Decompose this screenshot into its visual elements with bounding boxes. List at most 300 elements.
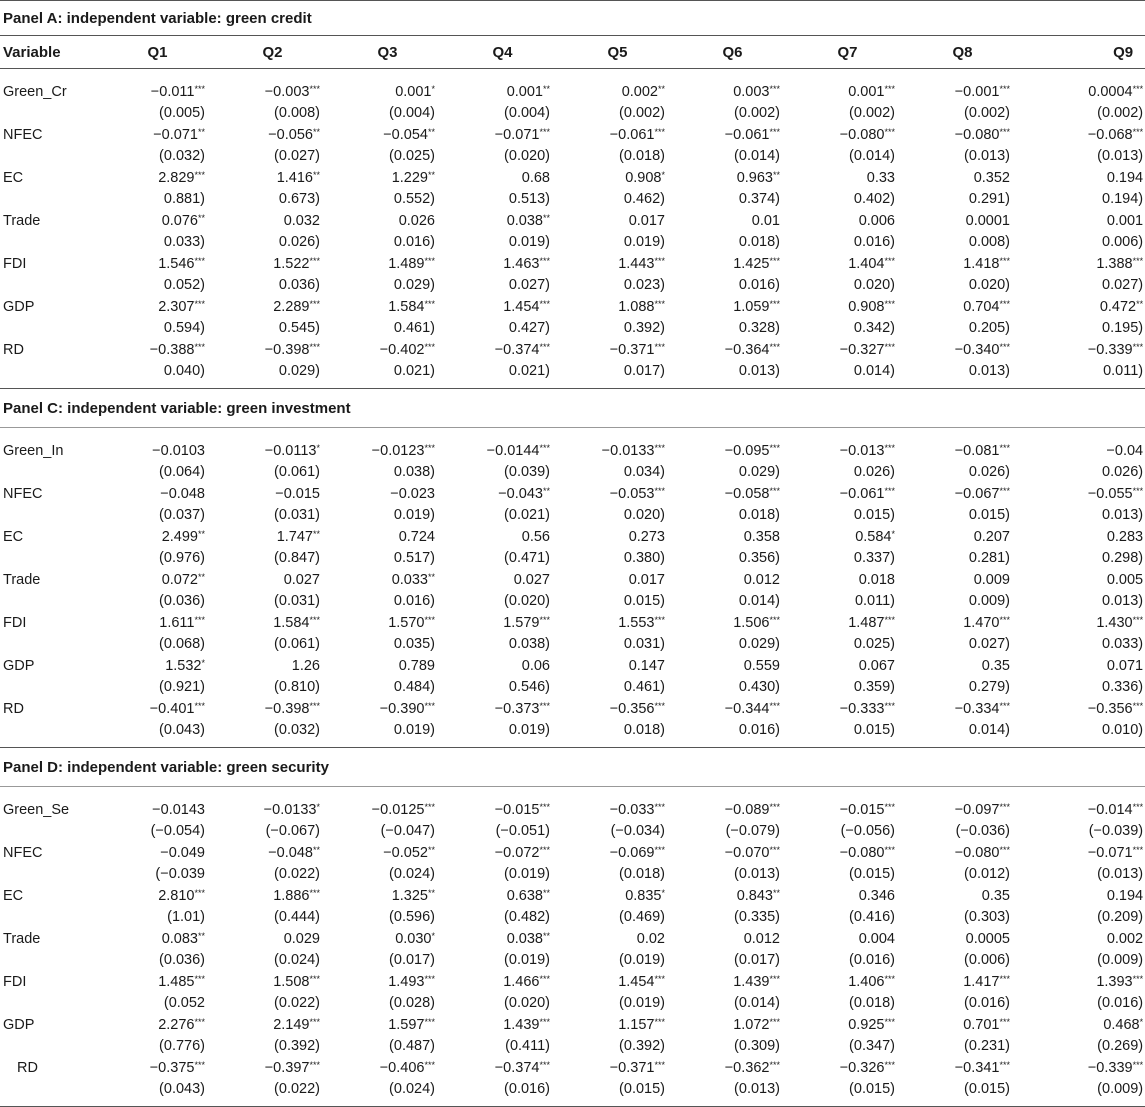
standard-error-cell: 0.035) [330, 634, 445, 656]
coefficient-cell: −0.390*** [330, 698, 445, 720]
coefficient-cell: −0.070*** [675, 842, 790, 864]
standard-error-cell: 0.009) [905, 591, 1020, 613]
coefficient-cell: 0.0004*** [1020, 81, 1145, 103]
coefficient-cell: −0.326*** [790, 1057, 905, 1079]
coefficient-cell: 1.388*** [1020, 253, 1145, 275]
standard-error-cell: (0.017) [330, 950, 445, 972]
coefficient-cell: 0.925*** [790, 1014, 905, 1036]
table-row [0, 698, 1145, 720]
standard-error-cell: 0.033) [100, 232, 215, 254]
standard-error-cell: (0.347) [790, 1036, 905, 1058]
coefficient-cell: 0.346 [790, 885, 905, 907]
coefficient-cell: 0.147 [560, 655, 675, 677]
table-row-se [0, 462, 1145, 484]
coefficient-cell: 0.06 [445, 655, 560, 677]
panel-title: Panel A: independent variable: green credit [0, 1, 1145, 36]
coefficient-cell: 0.789 [330, 655, 445, 677]
variable-name: FDI [0, 612, 100, 634]
coefficient-cell: −0.071*** [1020, 842, 1145, 864]
coefficient-cell: 2.149*** [215, 1014, 330, 1036]
standard-error-cell: (0.471) [445, 548, 560, 570]
coefficient-cell: −0.043** [445, 483, 560, 505]
variable-name: GDP [0, 655, 100, 677]
table-row [0, 253, 1145, 275]
standard-error-cell: 0.052) [100, 275, 215, 297]
coefficient-cell: 0.072** [100, 569, 215, 591]
standard-error-cell: 0.019) [445, 720, 560, 742]
table-row [0, 799, 1145, 821]
coefficient-cell: 1.417*** [905, 971, 1020, 993]
coefficient-cell: 0.026 [330, 210, 445, 232]
coefficient-cell: 0.908* [560, 167, 675, 189]
coefficient-cell: −0.049 [100, 842, 215, 864]
standard-error-cell: (0.004) [445, 103, 560, 125]
coefficient-cell: 1.553*** [560, 612, 675, 634]
standard-error-cell: (0.018) [560, 146, 675, 168]
standard-error-cell: (0.002) [905, 103, 1020, 125]
coefficient-cell: 1.229** [330, 167, 445, 189]
variable-name: FDI [0, 971, 100, 993]
standard-error-cell: (−0.054) [100, 821, 215, 843]
coefficient-cell: −0.071** [100, 124, 215, 146]
table-row [0, 167, 1145, 189]
coefficient-cell: −0.001*** [905, 81, 1020, 103]
standard-error-cell: 0.021) [445, 361, 560, 383]
standard-error-cell: (0.776) [100, 1036, 215, 1058]
standard-error-cell: (0.025) [330, 146, 445, 168]
standard-error-cell: (0.596) [330, 907, 445, 929]
standard-error-cell: 0.036) [215, 275, 330, 297]
standard-error-cell: 0.194) [1020, 189, 1145, 211]
coefficient-cell: −0.052** [330, 842, 445, 864]
standard-error-cell: (0.019) [560, 993, 675, 1015]
coefficient-cell: 0.33 [790, 167, 905, 189]
coefficient-cell: −0.402*** [330, 339, 445, 361]
standard-error-cell: (0.020) [445, 146, 560, 168]
coefficient-cell: −0.048** [215, 842, 330, 864]
standard-error-cell: (0.335) [675, 907, 790, 929]
coefficient-cell: 0.030* [330, 928, 445, 950]
coefficient-cell: 1.454*** [445, 296, 560, 318]
coefficient-cell: −0.339*** [1020, 1057, 1145, 1079]
coefficient-cell: 0.01 [675, 210, 790, 232]
coefficient-cell: 0.032 [215, 210, 330, 232]
coefficient-cell: 0.194 [1020, 885, 1145, 907]
coefficient-cell: 0.002 [1020, 928, 1145, 950]
standard-error-cell: 0.026) [215, 232, 330, 254]
table-row [0, 971, 1145, 993]
standard-error-cell: 0.026) [905, 462, 1020, 484]
coefficient-cell: 0.472** [1020, 296, 1145, 318]
table-row [0, 655, 1145, 677]
standard-error-cell: (0.022) [215, 993, 330, 1015]
standard-error-cell: (1.01) [100, 907, 215, 929]
standard-error-cell: (0.006) [905, 950, 1020, 972]
coefficient-cell: 1.747** [215, 526, 330, 548]
standard-error-cell: 0.016) [330, 232, 445, 254]
standard-error-cell: 0.881) [100, 189, 215, 211]
variable-name: Green_Cr [0, 81, 100, 103]
coefficient-cell: −0.014*** [1020, 799, 1145, 821]
coefficient-cell: 0.468* [1020, 1014, 1145, 1036]
standard-error-cell: 0.014) [675, 591, 790, 613]
coefficient-cell: 2.289*** [215, 296, 330, 318]
variable-name: EC [0, 526, 100, 548]
table-row-se [0, 634, 1145, 656]
standard-error-cell: 0.020) [790, 275, 905, 297]
standard-error-cell: 0.026) [790, 462, 905, 484]
standard-error-cell: (0.028) [330, 993, 445, 1015]
standard-error-cell: (0.019) [560, 950, 675, 972]
coefficient-cell: 1.532* [100, 655, 215, 677]
coefficient-cell: 1.157*** [560, 1014, 675, 1036]
coefficient-cell: −0.015 [215, 483, 330, 505]
standard-error-cell: (0.921) [100, 677, 215, 699]
standard-error-cell: (−0.034) [560, 821, 675, 843]
coefficient-cell: 0.283 [1020, 526, 1145, 548]
variable-name: Green_In [0, 440, 100, 462]
coefficient-cell: 0.908*** [790, 296, 905, 318]
panel-title-row [0, 389, 1145, 428]
column-header: Variable [0, 36, 100, 69]
coefficient-cell: 0.017 [560, 210, 675, 232]
coefficient-cell: −0.011*** [100, 81, 215, 103]
coefficient-cell: −0.341*** [905, 1057, 1020, 1079]
standard-error-cell: 0.594) [100, 318, 215, 340]
standard-error-cell: (0.487) [330, 1036, 445, 1058]
table-row-se [0, 505, 1145, 527]
standard-error-cell: (0.024) [330, 864, 445, 886]
standard-error-cell: (0.015) [790, 864, 905, 886]
standard-error-cell: 0.402) [790, 189, 905, 211]
standard-error-cell: 0.545) [215, 318, 330, 340]
coefficient-cell: 1.26 [215, 655, 330, 677]
standard-error-cell: (−0.036) [905, 821, 1020, 843]
column-header: Q9 [1020, 36, 1145, 69]
standard-error-cell: (−0.079) [675, 821, 790, 843]
standard-error-cell: (0.416) [790, 907, 905, 929]
coefficient-cell: 0.067 [790, 655, 905, 677]
table-row-se [0, 821, 1145, 843]
coefficient-cell: −0.054** [330, 124, 445, 146]
coefficient-cell: −0.080*** [905, 842, 1020, 864]
coefficient-cell: −0.0123*** [330, 440, 445, 462]
standard-error-cell: 0.461) [330, 318, 445, 340]
standard-error-cell: 0.461) [560, 677, 675, 699]
coefficient-cell: 0.012 [675, 928, 790, 950]
variable-name: EC [0, 167, 100, 189]
coefficient-cell: 0.35 [905, 885, 1020, 907]
coefficient-cell: 2.829*** [100, 167, 215, 189]
coefficient-cell: −0.080*** [790, 842, 905, 864]
standard-error-cell: (0.061) [215, 634, 330, 656]
standard-error-cell: 0.023) [560, 275, 675, 297]
coefficient-cell: −0.0125*** [330, 799, 445, 821]
standard-error-cell: (0.309) [675, 1036, 790, 1058]
standard-error-cell: 0.513) [445, 189, 560, 211]
coefficient-cell: −0.080*** [790, 124, 905, 146]
coefficient-cell: 0.004 [790, 928, 905, 950]
standard-error-cell: (0.013) [905, 146, 1020, 168]
variable-name: GDP [0, 296, 100, 318]
standard-error-cell: 0.380) [560, 548, 675, 570]
table-row [0, 885, 1145, 907]
table-row-se [0, 318, 1145, 340]
coefficient-cell: 0.701*** [905, 1014, 1020, 1036]
coefficient-cell: 0.002** [560, 81, 675, 103]
variable-name: RD [0, 339, 100, 361]
standard-error-cell: (0.017) [675, 950, 790, 972]
standard-error-cell: (0.031) [215, 505, 330, 527]
coefficient-cell: 0.194 [1020, 167, 1145, 189]
standard-error-cell: (0.019) [445, 864, 560, 886]
standard-error-cell: (0.012) [905, 864, 1020, 886]
standard-error-cell: (0.024) [330, 1079, 445, 1101]
standard-error-cell: 0.016) [790, 232, 905, 254]
table-row [0, 339, 1145, 361]
standard-error-cell: 0.033) [1020, 634, 1145, 656]
table-row-se [0, 720, 1145, 742]
coefficient-cell: 0.835* [560, 885, 675, 907]
standard-error-cell: 0.298) [1020, 548, 1145, 570]
standard-error-cell: 0.342) [790, 318, 905, 340]
standard-error-cell: (0.013) [1020, 146, 1145, 168]
coefficient-cell: −0.04 [1020, 440, 1145, 462]
coefficient-cell: 0.009 [905, 569, 1020, 591]
coefficient-cell: 1.546*** [100, 253, 215, 275]
variable-name: Trade [0, 210, 100, 232]
table-row-se [0, 275, 1145, 297]
variable-name: RD [0, 698, 100, 720]
standard-error-cell: 0.015) [790, 720, 905, 742]
standard-error-cell: 0.013) [675, 361, 790, 383]
coefficient-cell: −0.0144*** [445, 440, 560, 462]
coefficient-cell: −0.033*** [560, 799, 675, 821]
coefficient-cell: −0.333*** [790, 698, 905, 720]
variable-name: RD [0, 1057, 100, 1079]
coefficient-cell: −0.068*** [1020, 124, 1145, 146]
standard-error-cell: 0.281) [905, 548, 1020, 570]
standard-error-cell: (0.043) [100, 1079, 215, 1101]
coefficient-cell: 1.506*** [675, 612, 790, 634]
coefficient-cell: 0.35 [905, 655, 1020, 677]
coefficient-cell: 1.393*** [1020, 971, 1145, 993]
table-row [0, 1057, 1145, 1079]
panel-title: Panel D: independent variable: green security [0, 748, 1145, 787]
standard-error-cell: (0.022) [215, 1079, 330, 1101]
table-row-se [0, 146, 1145, 168]
coefficient-cell: 2.499** [100, 526, 215, 548]
coefficient-cell: 1.611*** [100, 612, 215, 634]
coefficient-cell: 0.071 [1020, 655, 1145, 677]
standard-error-cell: 0.019) [330, 720, 445, 742]
coefficient-cell: 0.0001 [905, 210, 1020, 232]
coefficient-cell: −0.061*** [790, 483, 905, 505]
variable-name: FDI [0, 253, 100, 275]
standard-error-cell: (0.014) [790, 146, 905, 168]
coefficient-cell: 1.508*** [215, 971, 330, 993]
standard-error-cell: 0.017) [560, 361, 675, 383]
table-row [0, 928, 1145, 950]
standard-error-cell: (0.209) [1020, 907, 1145, 929]
standard-error-cell: 0.015) [560, 591, 675, 613]
coefficient-cell: 0.358 [675, 526, 790, 548]
coefficient-cell: 1.430*** [1020, 612, 1145, 634]
coefficient-cell: 1.597*** [330, 1014, 445, 1036]
coefficient-cell: 1.485*** [100, 971, 215, 993]
standard-error-cell: (0.036) [100, 591, 215, 613]
coefficient-cell: 0.083** [100, 928, 215, 950]
coefficient-cell: −0.067*** [905, 483, 1020, 505]
panel-title: Panel C: independent variable: green investment [0, 389, 1145, 428]
standard-error-cell: (−0.047) [330, 821, 445, 843]
standard-error-cell: (0.027) [215, 146, 330, 168]
column-header: Q1 [100, 36, 215, 69]
coefficient-cell: 0.033** [330, 569, 445, 591]
coefficient-cell: 1.416** [215, 167, 330, 189]
standard-error-cell: (0.005) [100, 103, 215, 125]
standard-error-cell: (0.039) [445, 462, 560, 484]
coefficient-cell: 1.466*** [445, 971, 560, 993]
standard-error-cell: 0.336) [1020, 677, 1145, 699]
coefficient-cell: 0.843** [675, 885, 790, 907]
standard-error-cell: (0.392) [215, 1036, 330, 1058]
coefficient-cell: −0.015*** [790, 799, 905, 821]
coefficient-cell: 0.027 [215, 569, 330, 591]
coefficient-cell: −0.375*** [100, 1057, 215, 1079]
standard-error-cell: 0.291) [905, 189, 1020, 211]
standard-error-cell: 0.008) [905, 232, 1020, 254]
standard-error-cell: 0.029) [330, 275, 445, 297]
coefficient-cell: 0.273 [560, 526, 675, 548]
coefficient-cell: 1.493*** [330, 971, 445, 993]
table-row-se [0, 103, 1145, 125]
coefficient-cell: 1.425*** [675, 253, 790, 275]
coefficient-cell: 0.018 [790, 569, 905, 591]
table-row-se [0, 907, 1145, 929]
standard-error-cell: 0.025) [790, 634, 905, 656]
table-row [0, 612, 1145, 634]
standard-error-cell: (0.018) [790, 993, 905, 1015]
coefficient-cell: 1.059*** [675, 296, 790, 318]
coefficient-cell: 1.439*** [675, 971, 790, 993]
standard-error-cell: 0.021) [330, 361, 445, 383]
coefficient-cell: −0.023 [330, 483, 445, 505]
standard-error-cell: (−0.067) [215, 821, 330, 843]
column-header: Q4 [445, 36, 560, 69]
standard-error-cell: (0.231) [905, 1036, 1020, 1058]
standard-error-cell: (0.032) [100, 146, 215, 168]
coefficient-cell: −0.0103 [100, 440, 215, 462]
coefficient-cell: 1.579*** [445, 612, 560, 634]
coefficient-cell: 1.463*** [445, 253, 560, 275]
standard-error-cell: (−0.051) [445, 821, 560, 843]
standard-error-cell: (0.303) [905, 907, 1020, 929]
coefficient-cell: −0.371*** [560, 1057, 675, 1079]
coefficient-cell: 1.584*** [215, 612, 330, 634]
coefficient-cell: 0.56 [445, 526, 560, 548]
coefficient-cell: 2.810*** [100, 885, 215, 907]
panel-title-row [0, 1, 1145, 36]
coefficient-cell: 1.584*** [330, 296, 445, 318]
coefficient-cell: 0.704*** [905, 296, 1020, 318]
standard-error-cell: (0.020) [445, 993, 560, 1015]
standard-error-cell: (0.043) [100, 720, 215, 742]
standard-error-cell: 0.019) [560, 232, 675, 254]
coefficient-cell: −0.055*** [1020, 483, 1145, 505]
coefficient-cell: 0.003*** [675, 81, 790, 103]
coefficient-cell: −0.069*** [560, 842, 675, 864]
panel-divider [0, 428, 1145, 441]
coefficient-cell: −0.097*** [905, 799, 1020, 821]
coefficient-cell: 0.012 [675, 569, 790, 591]
coefficient-cell: 1.470*** [905, 612, 1020, 634]
standard-error-cell: (0.444) [215, 907, 330, 929]
standard-error-cell: (0.002) [675, 103, 790, 125]
coefficient-cell: 2.307*** [100, 296, 215, 318]
coefficient-cell: 1.406*** [790, 971, 905, 993]
standard-error-cell: (0.469) [560, 907, 675, 929]
coefficient-cell: −0.388*** [100, 339, 215, 361]
standard-error-cell: (0.021) [445, 505, 560, 527]
coefficient-cell: 1.439*** [445, 1014, 560, 1036]
standard-error-cell: 0.019) [445, 232, 560, 254]
coefficient-cell: 1.443*** [560, 253, 675, 275]
standard-error-cell: (−0.039) [1020, 821, 1145, 843]
standard-error-cell: 0.029) [675, 634, 790, 656]
standard-error-cell: (0.976) [100, 548, 215, 570]
coefficient-cell: 0.001* [330, 81, 445, 103]
standard-error-cell: 0.374) [675, 189, 790, 211]
standard-error-cell: (0.064) [100, 462, 215, 484]
standard-error-cell: (0.847) [215, 548, 330, 570]
standard-error-cell: 0.027) [445, 275, 560, 297]
standard-error-cell: 0.673) [215, 189, 330, 211]
standard-error-cell: (0.482) [445, 907, 560, 929]
standard-error-cell: 0.019) [330, 505, 445, 527]
coefficient-cell: −0.334*** [905, 698, 1020, 720]
coefficient-cell: −0.095*** [675, 440, 790, 462]
coefficient-cell: −0.374*** [445, 1057, 560, 1079]
variable-name: NFEC [0, 483, 100, 505]
standard-error-cell: 0.552) [330, 189, 445, 211]
coefficient-cell: −0.071*** [445, 124, 560, 146]
standard-error-cell: (0.013) [1020, 864, 1145, 886]
coefficient-cell: 0.963** [675, 167, 790, 189]
standard-error-cell: 0.029) [215, 361, 330, 383]
coefficient-cell: 1.072*** [675, 1014, 790, 1036]
standard-error-cell: 0.011) [790, 591, 905, 613]
column-header: Q7 [790, 36, 905, 69]
table-row [0, 440, 1145, 462]
table-row [0, 483, 1145, 505]
coefficient-cell: −0.339*** [1020, 339, 1145, 361]
standard-error-cell: 0.027) [905, 634, 1020, 656]
standard-error-cell: 0.013) [905, 361, 1020, 383]
standard-error-cell: 0.359) [790, 677, 905, 699]
coefficient-cell: 0.029 [215, 928, 330, 950]
coefficient-cell: −0.053*** [560, 483, 675, 505]
coefficient-cell: 0.001 [1020, 210, 1145, 232]
standard-error-cell: 0.034) [560, 462, 675, 484]
standard-error-cell: 0.328) [675, 318, 790, 340]
column-header-row [0, 36, 1145, 69]
table-row [0, 81, 1145, 103]
standard-error-cell: 0.014) [790, 361, 905, 383]
table-row [0, 210, 1145, 232]
standard-error-cell: (0.013) [675, 1079, 790, 1101]
coefficient-cell: −0.080*** [905, 124, 1020, 146]
